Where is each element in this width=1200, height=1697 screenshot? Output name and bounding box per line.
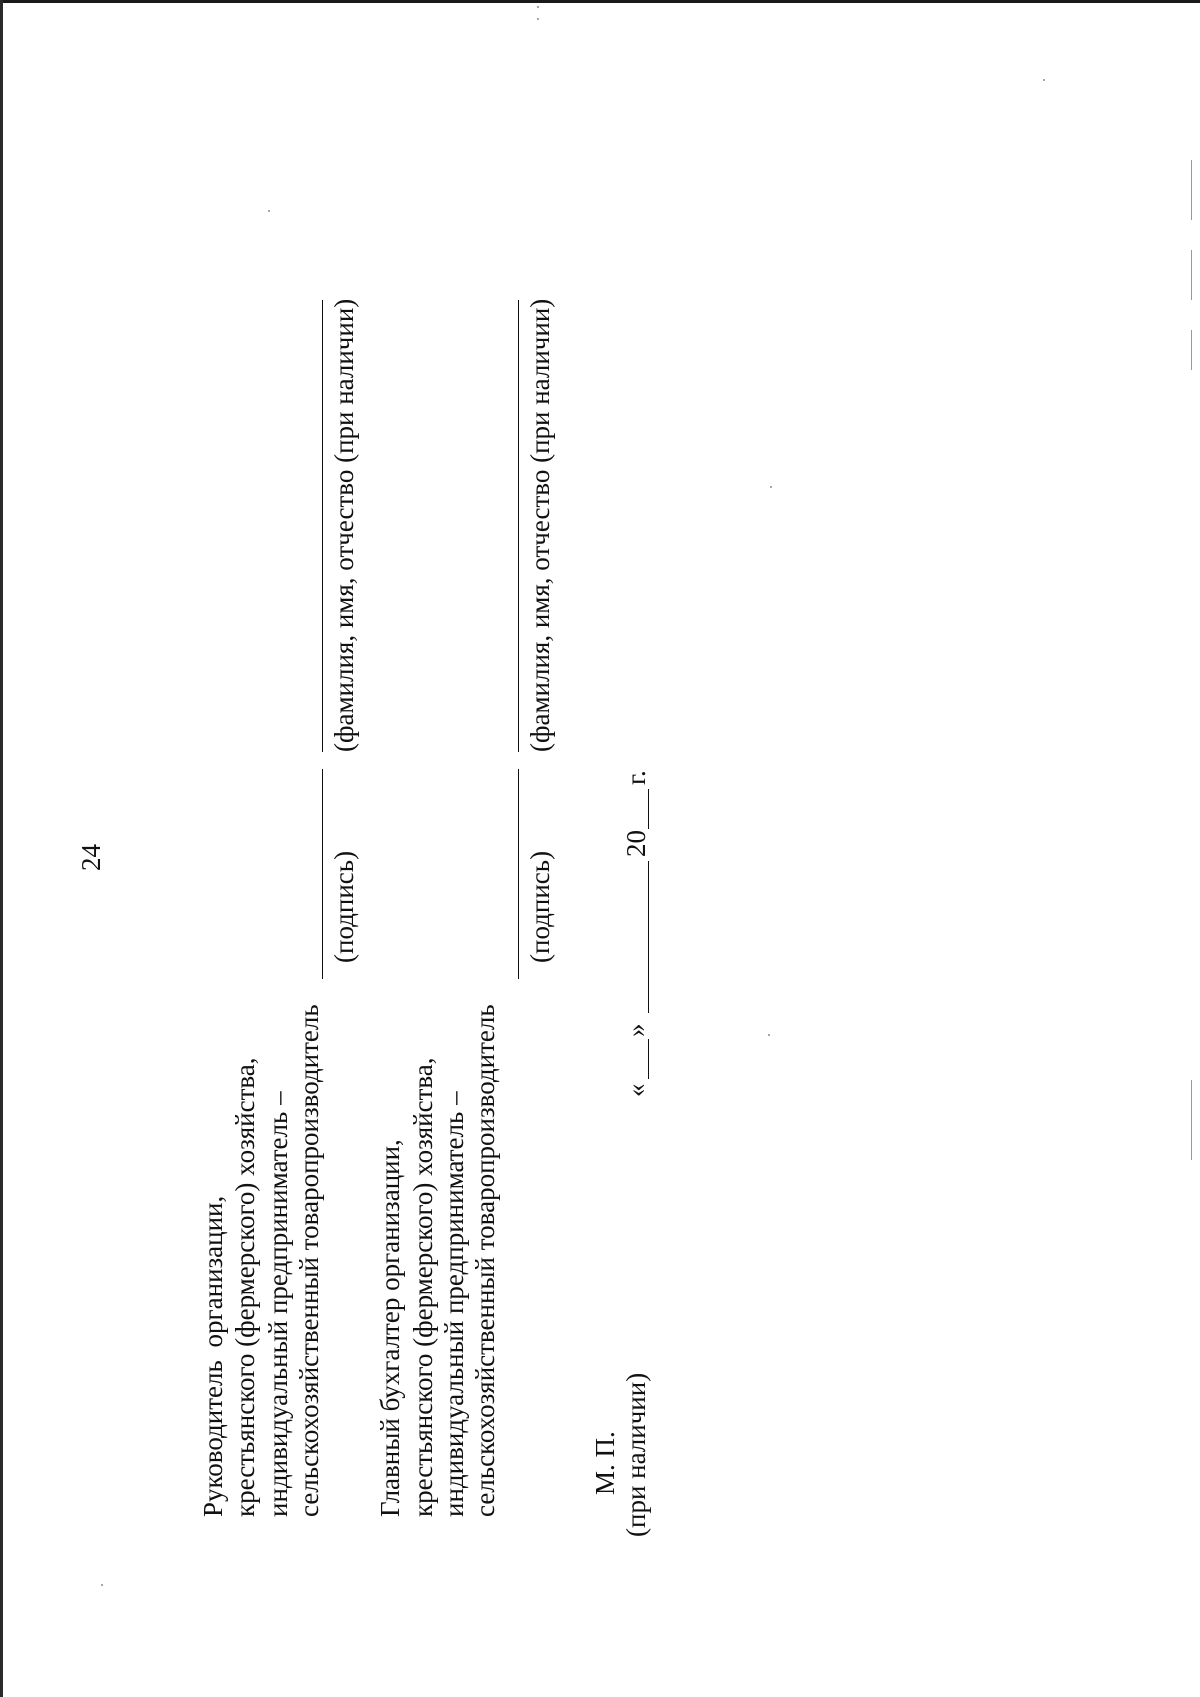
accountant-title-line-3: индивидуальный предприниматель –	[439, 1091, 469, 1517]
date-year-line	[648, 789, 649, 829]
date-month-line	[648, 861, 649, 1013]
accountant-name-line	[518, 300, 519, 752]
date-year-suffix: г.	[621, 770, 651, 785]
accountant-signature-caption: (подпись)	[525, 850, 555, 963]
page-number: 24	[76, 844, 106, 871]
head-signature-caption: (подпись)	[329, 850, 359, 963]
accountant-signature-line	[518, 769, 519, 979]
stamp-note: (при наличии)	[621, 1372, 651, 1537]
head-title-line-1: Руководитель организации,	[198, 1195, 228, 1517]
date-close-quote: »	[621, 1023, 651, 1037]
head-title-line-2: крестьянского (фермерского) хозяйства,	[230, 1057, 260, 1517]
head-signature-line	[322, 769, 323, 979]
date-open-quote: «	[621, 1083, 651, 1097]
date-day-line	[648, 1039, 649, 1079]
accountant-title-line-2: крестьянского (фермерского) хозяйства,	[408, 1057, 438, 1517]
accountant-title-line-1: Главный бухгалтер организации,	[375, 1139, 405, 1517]
head-title-line-4: сельскохозяйственный товаропроизводитель	[294, 1004, 324, 1517]
accountant-title-line-4: сельскохозяйственный товаропроизводитель	[470, 1004, 500, 1517]
head-name-line	[322, 300, 323, 752]
stamp-label: М. П.	[590, 1431, 620, 1495]
date-year-prefix: 20	[621, 830, 651, 857]
head-title-line-3: индивидуальный предприниматель –	[263, 1091, 293, 1517]
head-name-caption: (фамилия, имя, отчество (при наличии)	[329, 298, 359, 752]
accountant-name-caption: (фамилия, имя, отчество (при наличии)	[525, 298, 555, 752]
